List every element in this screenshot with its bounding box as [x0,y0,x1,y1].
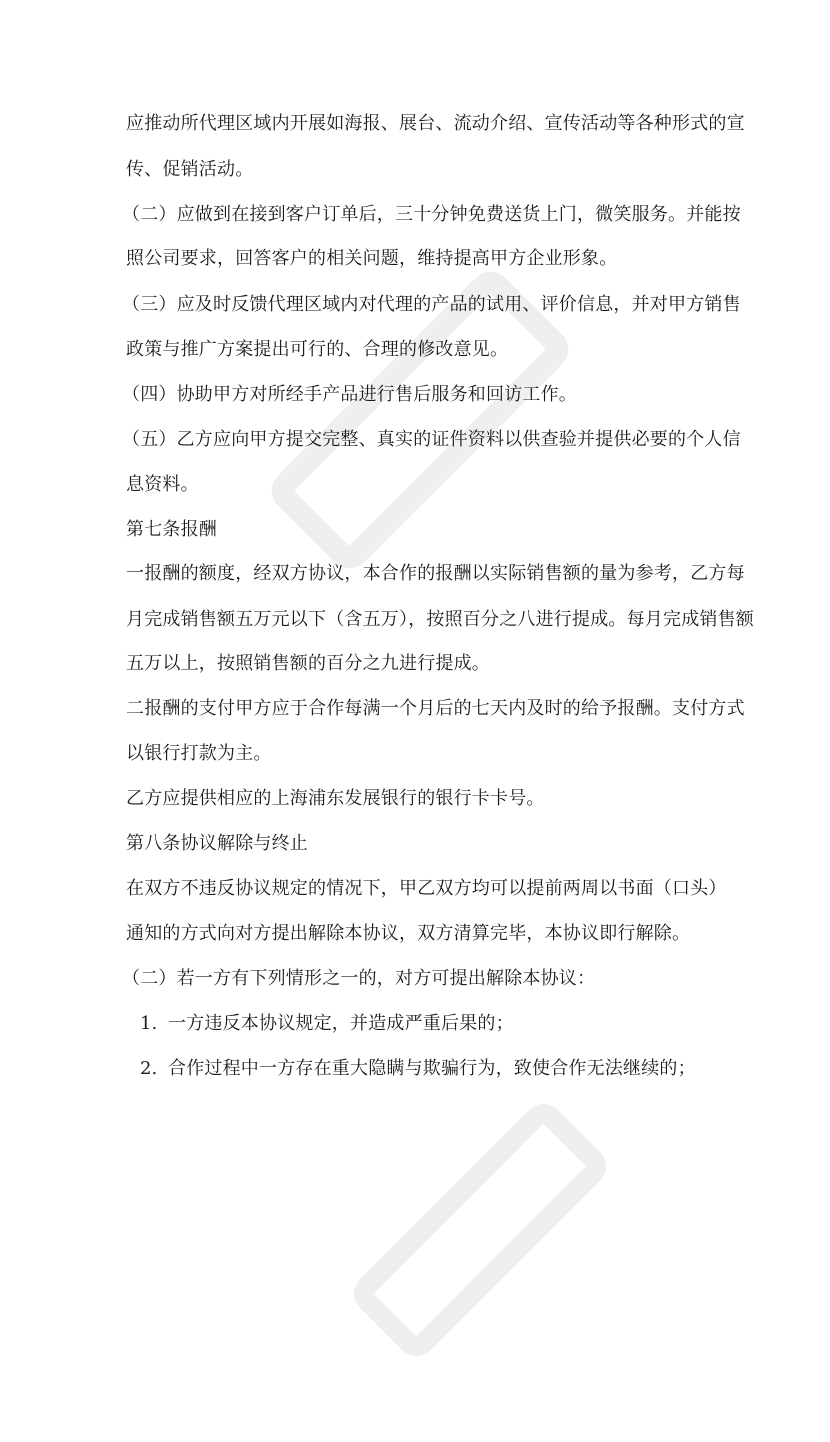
paragraph-line: 政策与推广方案提出可行的、合理的修改意见。 [126,339,509,360]
paragraph-line: 传、促销活动。 [126,159,254,180]
section-heading: 第八条协议解除与终止 [126,833,308,854]
list-item-text: 合作过程中一方存在重大隐瞒与欺骗行为，致使合作无法继续的； [168,1058,696,1079]
paragraph-line: 月完成销售额五万元以下（含五万），按照百分之八进行提成。每月完成销售额 [126,609,754,630]
paragraph-line: （四）协助甲方对所经手产品进行售后服务和回访工作。 [122,384,577,405]
paragraph-line: 应推动所代理区域内开展如海报、展台、流动介绍、宣传活动等各种形式的宣 [126,113,745,134]
list-item-text: 一方违反本协议规定，并造成严重后果的； [168,1013,514,1034]
paragraph-line: 息资料。 [126,474,199,495]
paragraph-line: 通知的方式向对方提出解除本协议，双方清算完毕，本协议即行解除。 [126,923,691,944]
paragraph-line: （五）乙方应向甲方提交完整、真实的证件资料以供查验并提供必要的个人信 [122,429,741,450]
list-number: 2. [140,1058,158,1079]
paragraph-line: （二）若一方有下列情形之一的，对方可提出解除本协议： [122,968,596,989]
list-number: 1. [140,1013,158,1034]
paragraph-line: 二报酬的支付甲方应于合作每满一个月后的七天内及时的给予报酬。支付方式 [126,698,745,719]
paragraph-line: 以银行打款为主。 [126,743,272,764]
paragraph-line: （二）应做到在接到客户订单后，三十分钟免费送货上门，微笑服务。并能按 [122,204,741,225]
paragraph-line: 在双方不违反协议规定的情况下，甲乙双方均可以提前两周以书面（口头） [126,878,727,899]
watermark-logo-bottom [268,1018,692,1442]
paragraph-line: （三）应及时反馈代理区域内对代理的产品的试用、评价信息，并对甲方销售 [122,294,741,315]
paragraph-line: 一报酬的额度，经双方协议，本合作的报酬以实际销售额的量为参考，乙方每 [126,563,745,584]
paragraph-line: 照公司要求，回答客户的相关问题，维持提高甲方企业形象。 [126,248,618,269]
section-heading: 第七条报酬 [126,519,217,540]
paragraph-line: 五万以上，按照销售额的百分之九进行提成。 [126,653,490,674]
paragraph-line: 乙方应提供相应的上海浦东发展银行的银行卡卡号。 [126,788,545,809]
